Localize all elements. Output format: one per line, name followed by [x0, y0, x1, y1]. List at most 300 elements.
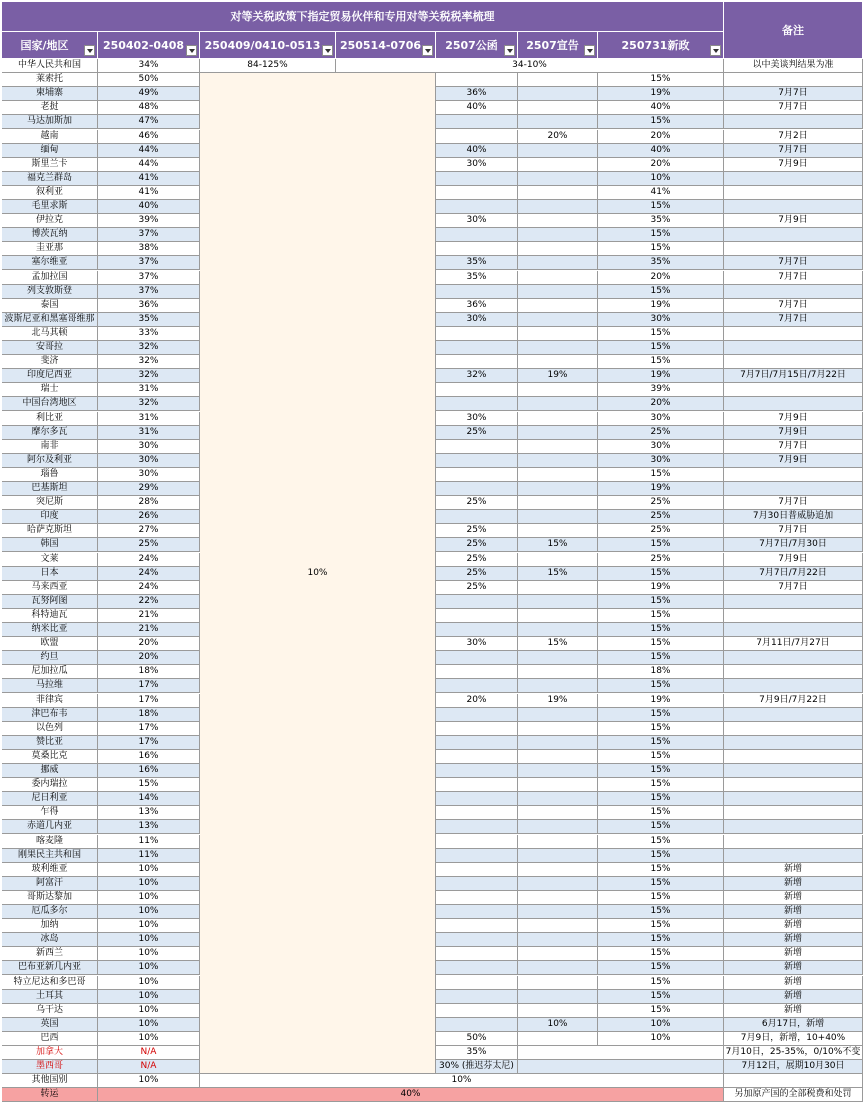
- filter-dropdown-button[interactable]: [584, 45, 595, 56]
- rate-cell: 25%: [598, 524, 724, 538]
- note-cell: 新增: [724, 905, 863, 919]
- rate-cell: 30%: [598, 313, 724, 327]
- rate-cell: [436, 976, 518, 990]
- rate-cell: [518, 256, 598, 270]
- note-cell: 7月7日/7月22日: [724, 567, 863, 581]
- note-cell: 7月9日: [724, 412, 863, 426]
- rate-cell: [518, 327, 598, 341]
- note-cell: 7月7日: [724, 256, 863, 270]
- rate-cell: [436, 73, 518, 87]
- rate-cell: 20%: [436, 694, 518, 708]
- rate-cell: 15%: [598, 651, 724, 665]
- country-name: 厄瓜多尔: [2, 905, 98, 919]
- country-name: 文莱: [2, 553, 98, 567]
- column-header-4[interactable]: 2507公函: [436, 32, 518, 59]
- column-header-2[interactable]: 250409/0410-0513: [200, 32, 336, 59]
- rate-cell: 30%: [436, 158, 518, 172]
- rate-cell: [436, 609, 518, 623]
- note-cell: 7月7日: [724, 313, 863, 327]
- rate-cell: 36%: [436, 299, 518, 313]
- country-name: 科特迪瓦: [2, 609, 98, 623]
- rate-cell: [518, 200, 598, 214]
- country-name: 日本: [2, 567, 98, 581]
- note-cell: [724, 172, 863, 186]
- rate-cell: [518, 355, 598, 369]
- rate-cell: 47%: [98, 115, 200, 129]
- rate-cell: [518, 510, 598, 524]
- rate-cell: [518, 820, 598, 834]
- country-name: 刚果民主共和国: [2, 849, 98, 863]
- rate-cell: [518, 271, 598, 285]
- rate-cell: 10%: [200, 1074, 724, 1088]
- rate-cell: [518, 609, 598, 623]
- note-cell: [724, 750, 863, 764]
- rate-cell: 16%: [98, 764, 200, 778]
- country-name: 韩国: [2, 538, 98, 552]
- rate-cell: 38%: [98, 242, 200, 256]
- rate-cell: [436, 665, 518, 679]
- rate-cell: [518, 482, 598, 496]
- country-name: 老挝: [2, 101, 98, 115]
- country-name: 孟加拉国: [2, 271, 98, 285]
- rate-cell: 10%: [98, 990, 200, 1004]
- rate-cell: 50%: [98, 73, 200, 87]
- note-cell: 7月9日: [724, 553, 863, 567]
- rate-cell: 15%: [598, 778, 724, 792]
- rate-cell: 33%: [98, 327, 200, 341]
- rate-cell: 25%: [598, 510, 724, 524]
- rate-cell: 10%: [98, 1074, 200, 1088]
- rate-cell: 15%: [598, 877, 724, 891]
- rate-cell: 15%: [598, 609, 724, 623]
- rate-cell: 15%: [518, 538, 598, 552]
- country-name: 玻利维亚: [2, 863, 98, 877]
- note-cell: [724, 242, 863, 256]
- country-name: 特立尼达和多巴哥: [2, 976, 98, 990]
- rate-cell: [518, 285, 598, 299]
- rate-cell: [518, 835, 598, 849]
- rate-cell: [518, 877, 598, 891]
- rate-cell: [436, 679, 518, 693]
- rate-cell: 37%: [98, 228, 200, 242]
- note-cell: [724, 736, 863, 750]
- rate-cell: 10%: [98, 877, 200, 891]
- rate-cell: 30%: [436, 313, 518, 327]
- rate-cell: 15%: [598, 538, 724, 552]
- rate-cell: 19%: [598, 581, 724, 595]
- note-cell: [724, 679, 863, 693]
- note-cell: 新增: [724, 863, 863, 877]
- country-name: 中华人民共和国: [2, 59, 98, 73]
- rate-cell: 24%: [98, 567, 200, 581]
- rate-cell: 20%: [518, 130, 598, 144]
- note-cell: 7月7日: [724, 299, 863, 313]
- note-cell: [724, 200, 863, 214]
- rate-cell: [436, 595, 518, 609]
- rate-cell: 25%: [436, 496, 518, 510]
- rate-cell: 15%: [598, 115, 724, 129]
- note-cell: 新增: [724, 877, 863, 891]
- rate-cell: [518, 496, 598, 510]
- country-name: 阿富汗: [2, 877, 98, 891]
- rate-cell: 20%: [598, 130, 724, 144]
- column-header-6[interactable]: 250731新政: [598, 32, 724, 59]
- rate-cell: [518, 313, 598, 327]
- note-cell: [724, 806, 863, 820]
- rate-cell: 19%: [598, 299, 724, 313]
- country-name: 莱索托: [2, 73, 98, 87]
- rate-cell: [436, 750, 518, 764]
- rate-cell: 32%: [436, 369, 518, 383]
- note-cell: 7月9日: [724, 454, 863, 468]
- country-name: 津巴布韦: [2, 708, 98, 722]
- rate-cell: [436, 835, 518, 849]
- rate-cell: [436, 172, 518, 186]
- rate-cell: 17%: [98, 694, 200, 708]
- rate-cell: 30%: [598, 412, 724, 426]
- rate-cell: 40%: [436, 144, 518, 158]
- rate-cell: [436, 228, 518, 242]
- rate-cell: 18%: [98, 708, 200, 722]
- rate-cell: 15%: [598, 1004, 724, 1018]
- rate-cell: 30% (推迟芬太尼): [436, 1060, 518, 1074]
- note-cell: [724, 792, 863, 806]
- rate-cell: 15%: [518, 637, 598, 651]
- rate-cell: 84-125%: [200, 59, 336, 73]
- rate-cell: 36%: [436, 87, 518, 101]
- rate-cell: [518, 919, 598, 933]
- rate-cell: [436, 341, 518, 355]
- rate-cell: 15%: [598, 961, 724, 975]
- rate-cell: 10%: [98, 919, 200, 933]
- note-cell: 7月9日: [724, 426, 863, 440]
- rate-cell: [518, 383, 598, 397]
- rate-cell: 10%: [598, 172, 724, 186]
- rate-cell: 20%: [598, 397, 724, 411]
- rate-cell: 41%: [598, 186, 724, 200]
- rate-cell: [518, 764, 598, 778]
- filter-dropdown-button[interactable]: [186, 45, 197, 56]
- column-header-1[interactable]: 250402-0408: [98, 32, 200, 59]
- rate-cell: [436, 454, 518, 468]
- filter-dropdown-button[interactable]: [322, 45, 333, 56]
- country-name: 欧盟: [2, 637, 98, 651]
- note-cell: [724, 355, 863, 369]
- rate-cell: 15%: [598, 863, 724, 877]
- country-name: 英国: [2, 1018, 98, 1032]
- note-cell: [724, 722, 863, 736]
- country-name: 赞比亚: [2, 736, 98, 750]
- rate-cell: 22%: [98, 595, 200, 609]
- rate-cell: [518, 990, 598, 1004]
- rate-cell: 17%: [98, 736, 200, 750]
- rate-cell: 15%: [598, 637, 724, 651]
- rate-cell: [436, 510, 518, 524]
- rate-cell: 13%: [98, 820, 200, 834]
- rate-cell: 19%: [518, 369, 598, 383]
- country-name: 加纳: [2, 919, 98, 933]
- rate-cell: 50%: [436, 1032, 518, 1046]
- country-name: 中国台湾地区: [2, 397, 98, 411]
- country-name: 委内瑞拉: [2, 778, 98, 792]
- note-cell: 7月7日: [724, 524, 863, 538]
- rate-cell: 34-10%: [336, 59, 724, 73]
- note-cell: 7月30日普威胁追加: [724, 510, 863, 524]
- rate-cell: 17%: [98, 679, 200, 693]
- country-name: 摩尔多瓦: [2, 426, 98, 440]
- country-name: 尼日利亚: [2, 792, 98, 806]
- rate-cell: 32%: [98, 397, 200, 411]
- rate-cell: [518, 524, 598, 538]
- rate-cell: [436, 820, 518, 834]
- note-cell: 新增: [724, 947, 863, 961]
- note-cell: [724, 665, 863, 679]
- rate-cell: [518, 426, 598, 440]
- rate-cell: 15%: [598, 73, 724, 87]
- rate-cell: 10%: [98, 891, 200, 905]
- rate-cell: 10%: [98, 961, 200, 975]
- rate-cell: 15%: [598, 327, 724, 341]
- rate-cell: [518, 454, 598, 468]
- country-name: 其他国别: [2, 1074, 98, 1088]
- note-cell: 新增: [724, 919, 863, 933]
- rate-cell: 15%: [598, 679, 724, 693]
- note-cell: 7月7日: [724, 87, 863, 101]
- note-cell: [724, 186, 863, 200]
- rate-cell: 15%: [598, 623, 724, 637]
- rate-cell: [436, 383, 518, 397]
- rate-cell: 15%: [98, 778, 200, 792]
- country-name: 以色列: [2, 722, 98, 736]
- filter-dropdown-button[interactable]: [84, 45, 95, 56]
- country-name: 赤道几内亚: [2, 820, 98, 834]
- country-name: 约旦: [2, 651, 98, 665]
- rate-cell: 31%: [98, 426, 200, 440]
- rate-cell: [518, 905, 598, 919]
- rate-cell: [518, 947, 598, 961]
- rate-cell: 19%: [598, 694, 724, 708]
- filter-dropdown-button[interactable]: [710, 45, 721, 56]
- rate-cell: 15%: [598, 736, 724, 750]
- country-name: 印度尼西亚: [2, 369, 98, 383]
- rate-cell: 35%: [436, 256, 518, 270]
- filter-dropdown-button[interactable]: [504, 45, 515, 56]
- country-name: 瑙鲁: [2, 468, 98, 482]
- rate-cell: [436, 905, 518, 919]
- rate-cell: [518, 933, 598, 947]
- rate-cell: 20%: [598, 271, 724, 285]
- rate-cell: [436, 933, 518, 947]
- country-name: 伊拉克: [2, 214, 98, 228]
- rate-cell: 30%: [436, 214, 518, 228]
- rate-cell: [518, 158, 598, 172]
- country-name: 瓦努阿图: [2, 595, 98, 609]
- rate-cell: [436, 722, 518, 736]
- note-cell: [724, 708, 863, 722]
- rate-cell: 10%: [98, 933, 200, 947]
- country-name: 福克兰群岛: [2, 172, 98, 186]
- country-name: 斯里兰卡: [2, 158, 98, 172]
- rate-cell: [518, 299, 598, 313]
- rate-cell: 34%: [98, 59, 200, 73]
- country-name: 转运: [2, 1088, 98, 1102]
- rate-cell: [518, 806, 598, 820]
- rate-cell: 25%: [598, 553, 724, 567]
- rate-cell: [518, 961, 598, 975]
- country-name: 缅甸: [2, 144, 98, 158]
- note-cell: 7月7日: [724, 496, 863, 510]
- rate-cell: 37%: [98, 285, 200, 299]
- country-name: 印度: [2, 510, 98, 524]
- rate-cell: 15%: [598, 750, 724, 764]
- note-cell: 7月7日/7月15日/7月22日: [724, 369, 863, 383]
- rate-cell: [518, 1046, 724, 1060]
- notes-header: 备注: [724, 2, 863, 59]
- rate-cell: 35%: [598, 214, 724, 228]
- rate-cell: 25%: [436, 553, 518, 567]
- rate-cell: 20%: [98, 637, 200, 651]
- rate-cell: [518, 891, 598, 905]
- note-cell: 新增: [724, 933, 863, 947]
- rate-cell: [518, 553, 598, 567]
- rate-cell: 15%: [598, 820, 724, 834]
- rate-cell: [436, 806, 518, 820]
- rate-cell: [436, 849, 518, 863]
- note-cell: [724, 835, 863, 849]
- rate-cell: 15%: [598, 990, 724, 1004]
- rate-cell: [436, 397, 518, 411]
- rate-cell: [518, 73, 598, 87]
- rate-cell: [436, 327, 518, 341]
- rate-cell: 40%: [98, 1088, 724, 1102]
- rate-cell: 10%: [98, 1018, 200, 1032]
- filter-dropdown-button[interactable]: [422, 45, 433, 56]
- rate-cell: 25%: [436, 581, 518, 595]
- rate-cell: [436, 891, 518, 905]
- rate-cell: 25%: [436, 567, 518, 581]
- rate-cell: [518, 651, 598, 665]
- note-cell: [724, 1074, 863, 1088]
- rate-cell: 32%: [98, 355, 200, 369]
- rate-cell: 30%: [98, 440, 200, 454]
- note-cell: [724, 341, 863, 355]
- note-cell: 7月7日: [724, 144, 863, 158]
- rate-cell: 15%: [598, 708, 724, 722]
- country-name: 北马其顿: [2, 327, 98, 341]
- country-name: 马拉维: [2, 679, 98, 693]
- rate-cell: 15%: [598, 806, 724, 820]
- rate-cell: 15%: [598, 567, 724, 581]
- country-name: 柬埔寨: [2, 87, 98, 101]
- rate-cell: 15%: [598, 976, 724, 990]
- column-header-5[interactable]: 2507宣告: [518, 32, 598, 59]
- country-name: 乌干达: [2, 1004, 98, 1018]
- country-name: 冰岛: [2, 933, 98, 947]
- country-name: 喀麦隆: [2, 835, 98, 849]
- rate-cell: 15%: [598, 595, 724, 609]
- rate-cell: [518, 708, 598, 722]
- rate-cell: 10%: [518, 1018, 598, 1032]
- rate-cell: 40%: [598, 101, 724, 115]
- note-cell: 6月17日，新增: [724, 1018, 863, 1032]
- rate-cell: [518, 1032, 598, 1046]
- rate-cell: [518, 792, 598, 806]
- rate-cell: 35%: [436, 1046, 518, 1060]
- country-name: 哥斯达黎加: [2, 891, 98, 905]
- rate-cell: 37%: [98, 271, 200, 285]
- rate-cell: 20%: [598, 158, 724, 172]
- rate-cell: 15%: [598, 933, 724, 947]
- rate-cell: 25%: [436, 538, 518, 552]
- rate-cell: 35%: [598, 256, 724, 270]
- rate-cell: 18%: [598, 665, 724, 679]
- note-cell: [724, 609, 863, 623]
- rate-cell: [436, 947, 518, 961]
- rate-cell: 19%: [598, 87, 724, 101]
- note-cell: [724, 764, 863, 778]
- country-name: 列支敦斯登: [2, 285, 98, 299]
- rate-cell: [518, 186, 598, 200]
- note-cell: 7月2日: [724, 130, 863, 144]
- note-cell: [724, 849, 863, 863]
- note-cell: 7月12日，展期10月30日: [724, 1060, 863, 1074]
- rate-cell: 37%: [98, 256, 200, 270]
- column-header-3[interactable]: 250514-0706: [336, 32, 436, 59]
- rate-cell: 15%: [598, 242, 724, 256]
- rate-cell: 35%: [436, 271, 518, 285]
- rate-cell: 26%: [98, 510, 200, 524]
- country-name: 越南: [2, 130, 98, 144]
- rate-cell: 17%: [98, 722, 200, 736]
- rate-cell: [436, 285, 518, 299]
- note-cell: 7月7日: [724, 101, 863, 115]
- rate-cell: 35%: [98, 313, 200, 327]
- note-cell: [724, 285, 863, 299]
- note-cell: 7月10日，25-35%，0/10%不变: [724, 1046, 863, 1060]
- rate-cell: 10%: [98, 976, 200, 990]
- country-name: 博茨瓦纳: [2, 228, 98, 242]
- rate-cell: [518, 412, 598, 426]
- rate-cell: 15%: [598, 468, 724, 482]
- rate-cell: 32%: [98, 341, 200, 355]
- note-cell: [724, 228, 863, 242]
- rate-cell: 15%: [598, 947, 724, 961]
- rate-cell: [436, 990, 518, 1004]
- country-name: 泰国: [2, 299, 98, 313]
- rate-cell: [436, 961, 518, 975]
- rate-cell: [436, 468, 518, 482]
- merged-rate-cell: 10%: [200, 73, 436, 1074]
- rate-cell: [518, 144, 598, 158]
- rate-cell: 20%: [98, 651, 200, 665]
- note-cell: [724, 595, 863, 609]
- sheet-title: 对等关税政策下指定贸易伙伴和专用对等关税税率梳理: [2, 2, 724, 32]
- rate-cell: 15%: [598, 919, 724, 933]
- country-name: 马来西亚: [2, 581, 98, 595]
- rate-cell: [518, 242, 598, 256]
- note-cell: 7月7日/7月30日: [724, 538, 863, 552]
- rate-cell: [436, 919, 518, 933]
- rate-cell: 30%: [98, 468, 200, 482]
- rate-cell: [518, 863, 598, 877]
- column-header-0[interactable]: 国家/地区: [2, 32, 98, 59]
- note-cell: [724, 397, 863, 411]
- note-cell: 7月9日/7月22日: [724, 694, 863, 708]
- rate-cell: [518, 722, 598, 736]
- note-cell: 新增: [724, 891, 863, 905]
- note-cell: 以中美谈判结果为准: [724, 59, 863, 73]
- rate-cell: 40%: [436, 101, 518, 115]
